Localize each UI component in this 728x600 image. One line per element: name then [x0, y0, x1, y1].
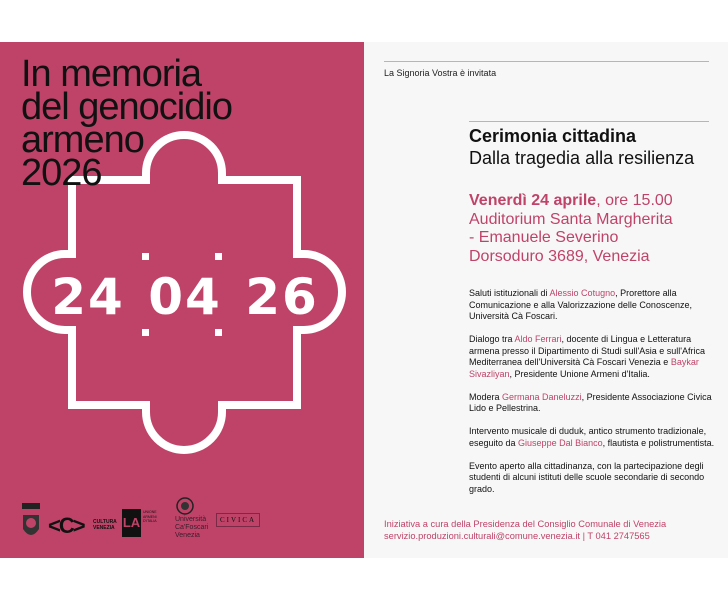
program-item	[469, 334, 719, 380]
footer-organizer: Iniziativa a cura della Presidenza del Consiglio Comunale di Venezia	[384, 519, 667, 529]
poster-date: 24 04 26	[51, 268, 319, 326]
text: , flautista e polistrumentista.	[602, 437, 715, 448]
dot-mark	[215, 329, 222, 336]
text: Saluti istituzionali di	[469, 288, 550, 298]
logo-text: Ca'Foscari	[175, 524, 209, 531]
divider	[469, 121, 709, 122]
person-name: Baykar Sivazliyan	[469, 357, 699, 379]
divider	[384, 61, 709, 62]
text: , Presidente Associazione Civica Lido e Pellestrina.	[469, 391, 712, 413]
person-name: Giuseppe Dal Bianco	[518, 437, 603, 448]
program-item	[469, 288, 719, 323]
person-name: Germana Daneluzzi	[502, 391, 582, 402]
civica-logo: CIVICA	[216, 513, 260, 527]
ca-foscari-label	[175, 516, 208, 540]
program-item	[469, 461, 719, 496]
unione-armeni-label: UNIONE ARMENI D'ITALIA	[143, 510, 157, 523]
title-line: In memoria	[21, 53, 202, 95]
dot-mark	[142, 329, 149, 336]
event-day: Venerdì 24 aprile	[469, 192, 597, 209]
event-title: Cerimonia cittadina	[469, 126, 637, 146]
partner-logos	[18, 497, 268, 547]
event-time: , ore 15.00	[596, 192, 673, 209]
dot-mark	[142, 253, 149, 260]
title-line: 2026	[21, 152, 102, 194]
cultura-venezia-label: CULTURA VENEZIA	[93, 519, 117, 531]
person-name: Alessio Cotugno	[549, 288, 616, 298]
text: Evento aperto alla cittadinanza, con la partecipazione degli studenti di alcuni istituti delle scuole secondarie di secondo grado.	[469, 460, 705, 494]
poster-title	[21, 53, 232, 194]
footer	[384, 518, 666, 542]
ca-foscari-seal-icon	[176, 497, 194, 515]
program	[469, 288, 719, 507]
title-line: armeno	[21, 119, 144, 161]
citta-venezia-crest-icon	[20, 503, 42, 543]
text: , Presidente Unione Armeni d'Italia.	[509, 368, 650, 379]
text: Intervento musicale di duduk, antico strumento tradizionale, eseguito da	[469, 426, 707, 448]
event-venue: Auditorium Santa Margherita	[469, 210, 673, 228]
text: Modera	[469, 391, 503, 402]
dot-mark	[215, 253, 222, 260]
text: Dialogo tra	[469, 334, 515, 344]
event-subtitle: Dalla tragedia alla resilienza	[469, 148, 695, 168]
logo-text: Venezia	[175, 532, 200, 539]
logo-text: Università	[175, 516, 207, 523]
unione-armeni-logo: LA	[122, 509, 141, 537]
title-line: del genocidio	[21, 86, 232, 128]
text: , Prorettore alla Comunicazione e alla Valorizzazione delle Conoscenze, Università Cà Foscari.	[469, 288, 692, 321]
footer-contact[interactable]: servizio.produzioni.culturali@comune.venezia.it | T 041 2747565	[384, 531, 650, 541]
person-name: Aldo Ferrari	[514, 334, 562, 344]
program-item	[469, 392, 719, 415]
program-item	[469, 426, 719, 449]
event-address: Dorsoduro 3689, Venezia	[469, 247, 650, 265]
event-when-where	[469, 192, 673, 266]
cultura-venezia-logo: <C>	[48, 513, 84, 538]
invitation-panel	[364, 42, 728, 558]
event-venue: - Emanuele Severino	[469, 229, 619, 246]
invitation-line: La Signoria Vostra è invitata	[384, 68, 497, 78]
poster-panel	[0, 42, 364, 558]
text: , docente di Lingua e Letteratura armena presso il Dipartimento di Studi sull'Asia e sull'Africa Mediterranea dell'Università Cà Foscari Venezia e	[469, 334, 706, 367]
